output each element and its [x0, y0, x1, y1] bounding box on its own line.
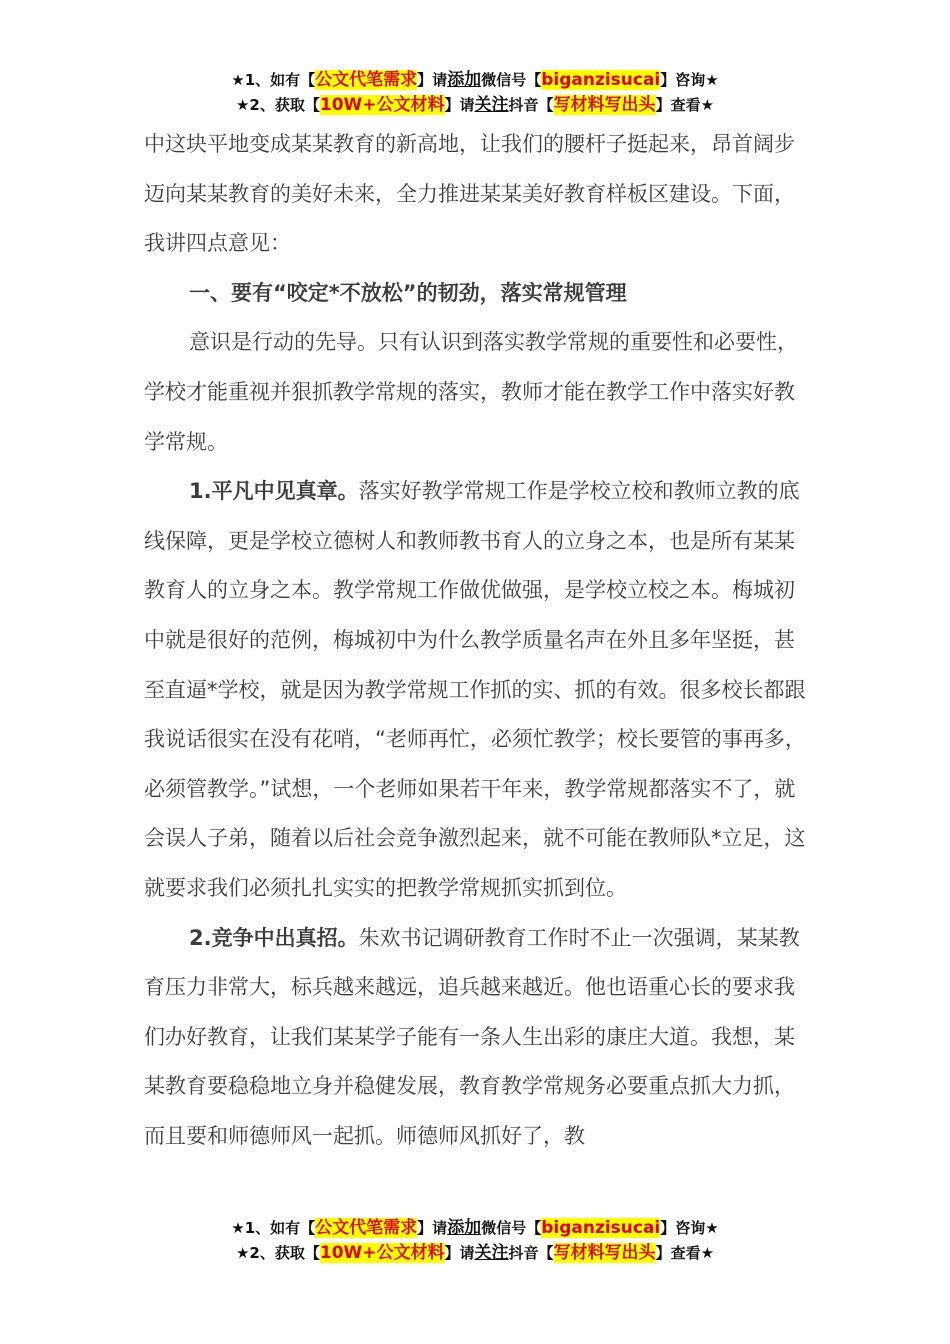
item-1-text: 落实好教学常规工作是学校立校和教师立教的底线保障，更是学校立德树人和教师教书育人的立身之本，也是所有某某教育人的立身之本。教学常规工作做优做强，是学校立校之本。梅城初中就是很好的范例，梅城初中为什么教学质量名声在外且多年坚挺，甚至直逼*学校，就是因为教学常规工作抓的实、抓的有效。很多校长都跟我说话很实在没有花哨，“老师再忙，必须忙教学；校长要管的事再多，必须管教学。”试想，一个老师如果若干年来，教学常规都落实不了，就会误人子弟，随着以后社会竞争激烈起来，就不可能在教师队*立足，这就要求我们必须扎扎实实的把教学常规抓实抓到位。	[144, 479, 806, 900]
promo-text: 微信号【	[481, 71, 542, 89]
promo-line-2	[0, 1241, 950, 1266]
item-2-lead: 2.竞争中出真招。	[189, 925, 359, 950]
promo-line-1	[0, 1216, 950, 1241]
promo-text: 微信号【	[481, 1219, 542, 1237]
promo-underline: 添加	[447, 70, 482, 90]
item-1-paragraph	[144, 467, 808, 913]
intro-paragraph: 中这块平地变成某某教育的新高地，让我们的腰杆子挺起来，昂首阔步迈向某某教育的美好未来，全力推进某某美好教育样板区建设。下面，我讲四点意见：	[144, 132, 795, 256]
promo-text: 抖音【	[508, 1244, 554, 1262]
promo-text: 】请	[444, 96, 475, 114]
promo-text: ★2、获取【	[235, 96, 320, 114]
promo-douyin-id: 写材料写出头	[553, 95, 656, 115]
promo-highlight: 公文代笔需求	[315, 1218, 418, 1238]
promo-line-2	[0, 93, 950, 118]
promo-underline: 关注	[474, 1243, 509, 1263]
promo-text: ★2、获取【	[235, 1244, 320, 1262]
promo-highlight: 公文代笔需求	[315, 70, 418, 90]
promo-text: 】请	[444, 1244, 475, 1262]
item-1-lead: 1.平凡中见真章。	[189, 479, 359, 504]
awareness-paragraph: 意识是行动的先导。只有认识到落实教学常规的重要性和必要性，学校才能重视并狠抓教学常规的落实，教师才能在教学工作中落实好教学常规。	[144, 330, 798, 454]
promo-banner-top	[0, 68, 950, 118]
promo-text: 抖音【	[508, 96, 554, 114]
promo-text: 】请	[417, 71, 448, 89]
promo-text: 】咨询★	[660, 1219, 719, 1237]
promo-douyin-id: 写材料写出头	[553, 1243, 656, 1263]
section-heading-1: 一、要有“咬定*不放松”的韧劲，落实常规管理	[189, 280, 627, 305]
promo-wechat-id: biganzisucai	[541, 1218, 661, 1238]
promo-underline: 关注	[474, 95, 509, 115]
promo-underline: 添加	[447, 1218, 482, 1238]
promo-text: ★1、如有【	[231, 71, 316, 89]
promo-text: 】查看★	[655, 96, 715, 114]
item-2-text: 朱欢书记调研教育工作时不止一次强调，某某教育压力非常大，标兵越来越远，追兵越来越近。他也语重心长的要求我们办好教育，让我们某某学子能有一条人生出彩的康庄大道。我想，某某教育要稳稳地立身并稳健发展，教育教学常规务必要重点抓大力抓，而且要和师德师风一起抓。师德师风抓好了，教	[144, 925, 800, 1148]
promo-wechat-id: biganzisucai	[541, 70, 661, 90]
promo-highlight: 10W+公文材料	[319, 1243, 445, 1263]
promo-banner-bottom	[0, 1216, 950, 1266]
document-body	[144, 120, 808, 1161]
promo-text: 】咨询★	[660, 71, 719, 89]
promo-text: ★1、如有【	[231, 1219, 316, 1237]
promo-text: 】请	[417, 1219, 448, 1237]
promo-text: 】查看★	[655, 1244, 715, 1262]
promo-line-1	[0, 68, 950, 93]
promo-highlight: 10W+公文材料	[319, 95, 445, 115]
item-2-paragraph	[144, 914, 808, 1162]
